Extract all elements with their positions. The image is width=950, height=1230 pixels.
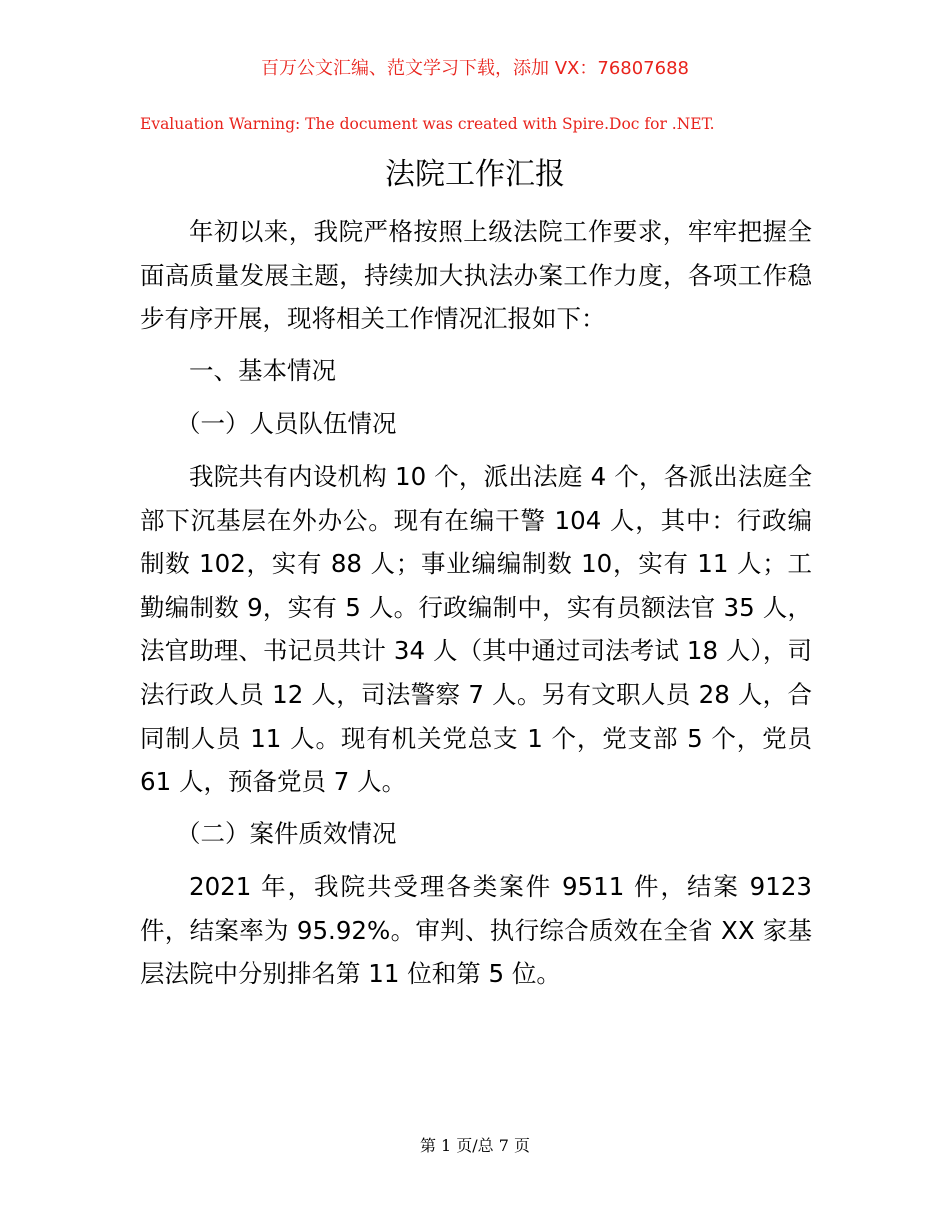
intro-paragraph: 年初以来，我院严格按照上级法院工作要求，牢牢把握全面高质量发展主题，持续加大执法办案工作力度，各项工作稳步有序开展，现将相关工作情况汇报如下：: [140, 217, 812, 334]
document-title: 法院工作汇报: [385, 157, 565, 192]
evaluation-warning: Evaluation Warning: The document was created with Spire.Doc for .NET.: [140, 115, 715, 133]
section-heading-basic-info: 一、基本情况: [189, 356, 336, 385]
header-banner: 百万公文汇编、范文学习下载，添加 VX：76807688: [261, 58, 689, 79]
case-quality-paragraph: 2021 年，我院共受理各类案件 9511 件，结案 9123 件，结案率为 95.92%。审判、执行综合质效在全省 XX 家基层法院中分别排名第 11 位和第 5 位。: [140, 872, 812, 989]
personnel-paragraph: 我院共有内设机构 10 个，派出法庭 4 个，各派出法庭全部下沉基层在外办公。现有在编干警 104 人，其中：行政编制数 102，实有 88 人；事业编编制数 10，实有 11 人；工勤编制数 9，实有 5 人。行政编制中，实有员额法官 35 人，法官助理、书记员共计 34 人（其中通过司法考试 18 人），司法行政人员 12 人，司法警察 7 人。另有文职人员 28 人，合同制人员 11 人。现有机关党总支 1 个，党支部 5 个，党员 61 人，预备党员 7 人。: [140, 462, 812, 797]
subsection-heading-personnel: （一）人员队伍情况: [176, 409, 397, 438]
page-indicator: 第 1 页/总 7 页: [419, 1136, 531, 1155]
subsection-heading-case-quality: （二）案件质效情况: [176, 819, 397, 848]
